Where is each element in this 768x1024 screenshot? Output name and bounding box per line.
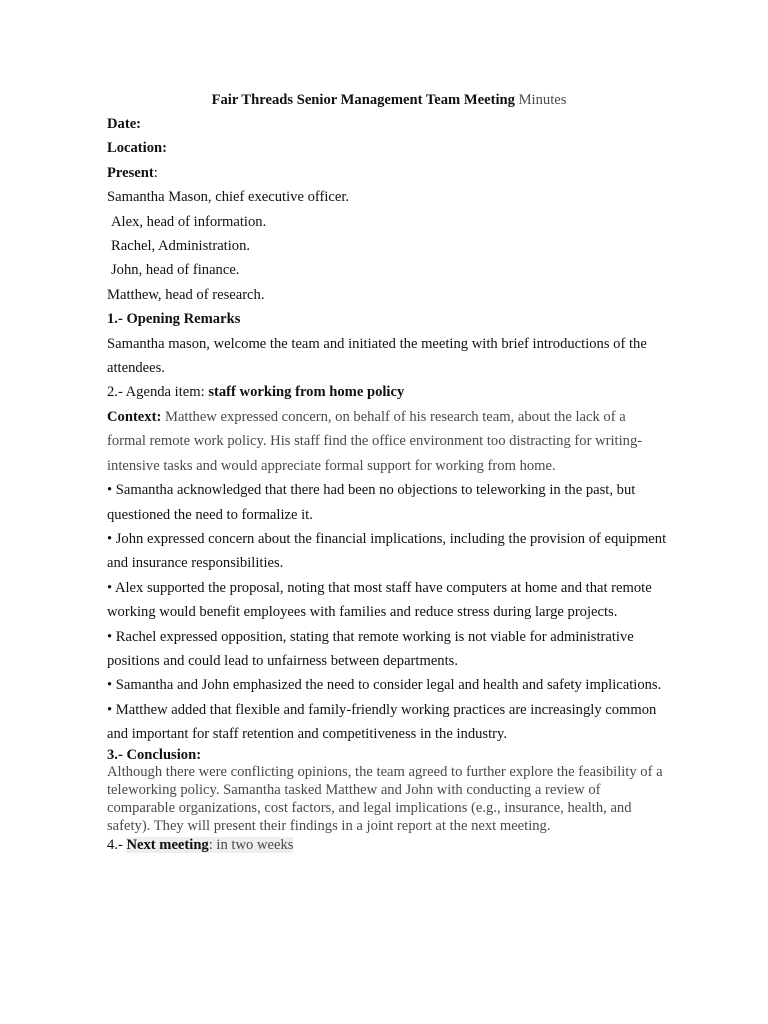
section-1-heading: 1.- Opening Remarks xyxy=(107,311,241,328)
attendee-item: Alex, head of information. xyxy=(111,213,267,230)
bullet-item: • Matthew added that flexible and family-friendly working practices are increasingly common and important for staff retention and competitiveness in the industry. xyxy=(107,701,657,743)
context-label: Context: xyxy=(107,408,162,425)
next-meeting-highlight xyxy=(126,837,293,853)
section-2-heading xyxy=(107,380,667,404)
section-3-text: Although there were conflicting opinions, the team agreed to further explore the feasibility of a teleworking policy. Samantha tasked Matthew and John with conducting a review of comparable organizations, cost factors, and legal implications (e.g., insurance, health, and safety). They will present their findings in a joint report at the next meeting. xyxy=(107,764,663,834)
bullet-item: • John expressed concern about the financial implications, including the provision of equipment and insurance responsibilities. xyxy=(107,530,667,572)
section-3-heading: 3.- Conclusion: xyxy=(107,746,202,763)
next-meeting-prefix: 4.- xyxy=(107,836,123,853)
document-title xyxy=(107,88,667,112)
next-meeting-label: Next meeting xyxy=(126,836,209,853)
agenda-topic: staff working from home policy xyxy=(208,384,405,401)
context-text: Matthew expressed concern, on behalf of his research team, about the lack of a formal remote work policy. His staff find the office environment too distracting for writing-intensive tasks and would appreciate formal support for working from home. xyxy=(107,408,643,474)
attendee-item: Rachel, Administration. xyxy=(111,238,251,255)
minutes-body xyxy=(107,88,667,854)
context-paragraph xyxy=(107,405,667,478)
next-meeting-value: : in two weeks xyxy=(208,836,294,853)
title-main: Fair Threads Senior Management Team Meeting xyxy=(211,92,515,108)
attendee-item: John, head of finance. xyxy=(111,262,240,279)
present-colon: : xyxy=(153,164,158,181)
next-meeting-line xyxy=(107,836,667,854)
attendee-item: Samantha Mason, chief executive officer. xyxy=(107,189,350,206)
present-field xyxy=(107,161,667,185)
title-suffix: Minutes xyxy=(518,92,567,108)
agenda-prefix: 2.- Agenda item: xyxy=(107,384,205,401)
present-label: Present xyxy=(107,164,154,181)
section-1-text: Samantha mason, welcome the team and initiated the meeting with brief introductions of the attendees. xyxy=(107,335,647,377)
location-field: Location: xyxy=(107,140,167,157)
date-field: Date: xyxy=(107,116,142,132)
bullet-item: • Rachel expressed opposition, stating that remote working is not viable for administrative positions and could lead to unfairness between departments. xyxy=(107,628,634,669)
bullet-item: • Samantha acknowledged that there had been no objections to teleworking in the past, but questioned the need to formalize it. xyxy=(107,482,636,523)
bullet-item: • Samantha and John emphasized the need to consider legal and health and safety implications. xyxy=(107,677,662,694)
attendee-item: Matthew, head of research. xyxy=(107,286,265,303)
bullet-item: • Alex supported the proposal, noting that most staff have computers at home and that remote working would benefit employees with families and reduce stress during large projects. xyxy=(107,579,652,621)
